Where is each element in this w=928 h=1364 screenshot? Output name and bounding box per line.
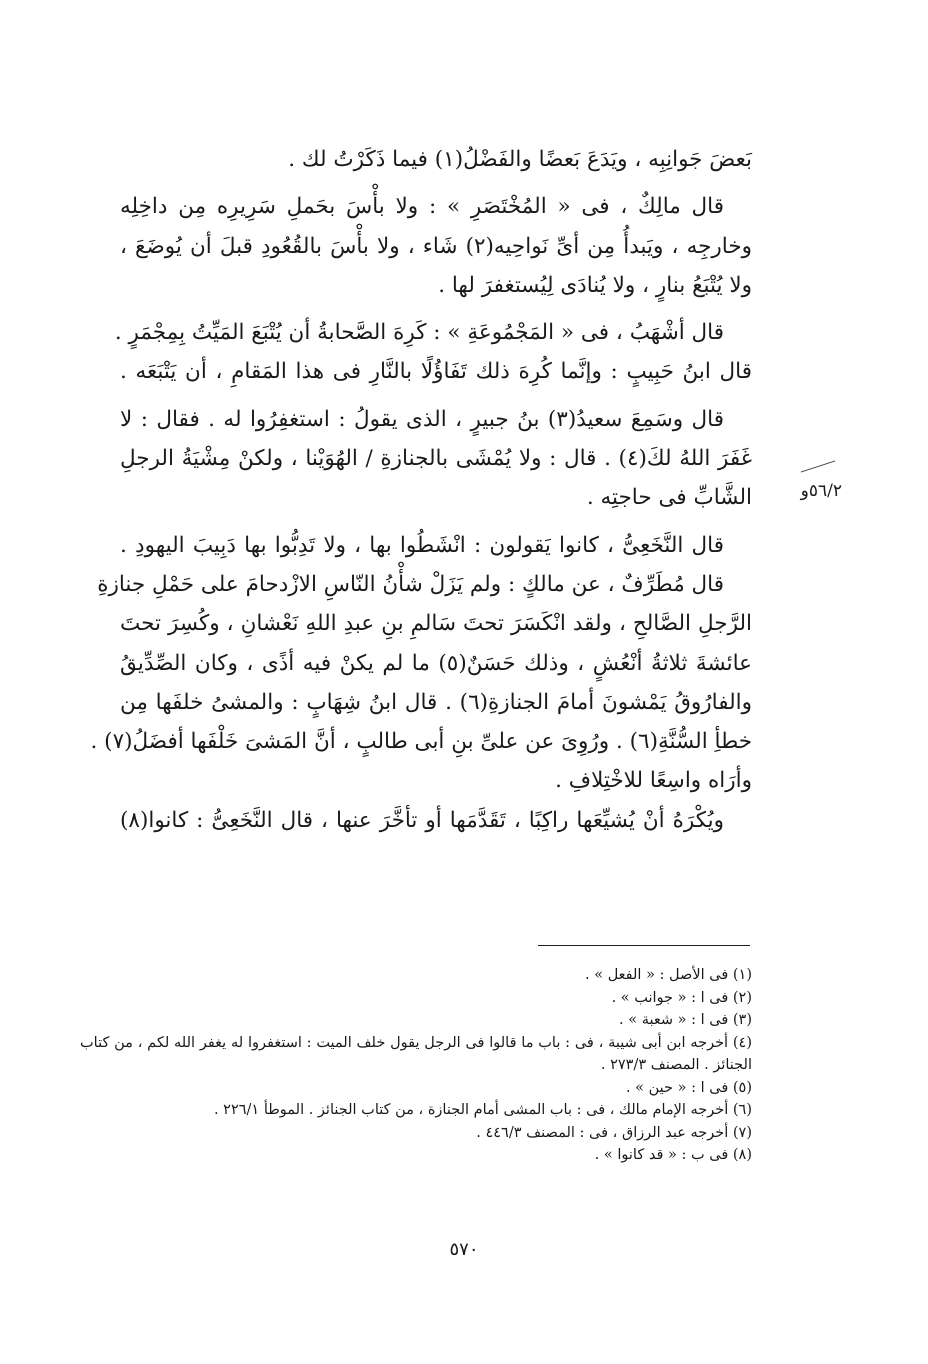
footnote: (٧) أخرجه عبد الرزاق ، فى : المصنف ٤٤٦/٣ . <box>476 1124 752 1141</box>
text-line: قال النَّخَعِىُّ ، كانوا يَقولون : انْشَطُوا بها ، ولا تَدِبُّوا بها دَبِيبَ اليهودِ . <box>120 532 724 558</box>
manuscript-folio-note: ٥٦/٢و <box>800 481 842 501</box>
text-line: ولا يُتْبَعُ بنارٍ ، ولا يُنادَى لِيُستغفرَ لها . <box>438 272 752 298</box>
text-line: خطأِ السُّنَّةِ(٦) . ورُوِىَ عن علىِّ بنِ أبى طالبٍ ، أنَّ المَشىَ خَلْفَها أفضَلُ(٧) . <box>90 729 752 755</box>
margin-mark <box>801 460 836 472</box>
footnote: (٦) أخرجه الإمام مالك ، فى : باب المشى أمام الجنازة ، من كتاب الجنائز . الموطأ ٢٢٦/١ . <box>213 1102 752 1118</box>
footnote: (٤) أخرجه ابن أبى شيبة ، فى : باب ما قالوا فى الرجل يقول خلف الميت : استغفروا له يغفر الله لكم ، من كتاب الجنائز . المصنف ٢٧٣/٣ . <box>80 1034 752 1073</box>
text-line: عائشةَ ثلاثةُ أنْعُشٍ ، وذلك حَسَنٌ(٥) ما لم يكنْ فيه أذًى ، وكان الصِّدِّيقُ <box>120 650 752 676</box>
footnotes <box>80 964 752 1167</box>
footnote-divider <box>538 945 750 946</box>
text-line: بَعضَ جَوانِبِه ، ويَدَعَ بَعضًا والفَضْلُ(١) فيما ذَكَرْتُ لك . <box>288 147 752 172</box>
text-line: قال مالِكٌ ، فى « المُخْتَصَرِ » : ولا بأْسَ بحَملِ سَرِيرِه مِن داخِلِه <box>120 194 724 220</box>
main-text <box>90 140 752 840</box>
text-line: قال أشْهَبُ ، فى « المَجْمُوعَةِ » : كَرِهَ الصَّحابةُ أن يُتْبَعَ المَيِّتُ بِمِجْمَرٍ . <box>114 320 724 346</box>
footnote: (٥) فى ا : « حين » . <box>625 1079 752 1096</box>
text-line: وخارجِه ، ويَبدأُ مِن أىِّ نَواحِيه(٢) شَاء ، ولا بأْسَ بالقُعُودِ قبلَ أن يُوضَعَ ، <box>120 233 752 259</box>
text-line: الشَّابِّ فى حاجتِه . <box>586 485 752 511</box>
text-line: قال ابنُ حَبِيبٍ : وإنَّما كُرِهَ ذلك تَفَاؤُلًا بالنَّارِ فى هذا المَقامِ ، أن يَتْبَعَه . <box>120 359 752 385</box>
footnote: (٢) فى ا : « جوانب » . <box>611 989 752 1006</box>
footnote: (٣) فى ا : « شعبة » . <box>619 1012 752 1028</box>
footnote: (١) فى الأصل : « الفعل » . <box>585 967 752 983</box>
page-number: ٥٧٠ <box>449 1239 479 1260</box>
text-line: الرَّجلِ الصَّالحِ ، ولقد انْكَسَرَ تحتَ سَالمِ بنِ عبدِ اللهِ نَعْشانِ ، وكُسِرَ تحتَ <box>120 611 752 637</box>
footnote: (٨) فى ب : « قد كانوا » . <box>594 1147 752 1163</box>
text-line: وأرَاه واسِعًا للاخْتِلافِ . <box>555 768 752 794</box>
text-line: ويُكْرَهُ أنْ يُشيِّعَها راكِبًا ، تَقَدَّمَها أو تأخَّرَ عنها ، قال النَّخَعِىُّ : كانوا(٨) <box>120 807 724 833</box>
text-line: والفارُوقُ يَمْشونَ أمامَ الجنازةِ(٦) . قال ابنُ شِهَابٍ : والمشىُ خلفَها مِن <box>120 689 752 715</box>
text-line: قال مُطَرِّفٌ ، عن مالكٍ : ولم يَزَلْ شأْنُ النّاسِ الازْدحامَ على حَمْلِ جنازةِ <box>97 571 724 597</box>
text-line: قال وسَمِعَ سعيدُ(٣) بنُ جبيرٍ ، الذى يقولُ : استغفِرُوا له . فقال : لا <box>120 406 724 432</box>
text-line: غَفَرَ اللهُ لكَ(٤) . قال : ولا يُمْشَى بالجنازةِ / الهُوَيْنا ، ولكنْ مِشْيَةُ الرجلِ <box>120 446 752 472</box>
